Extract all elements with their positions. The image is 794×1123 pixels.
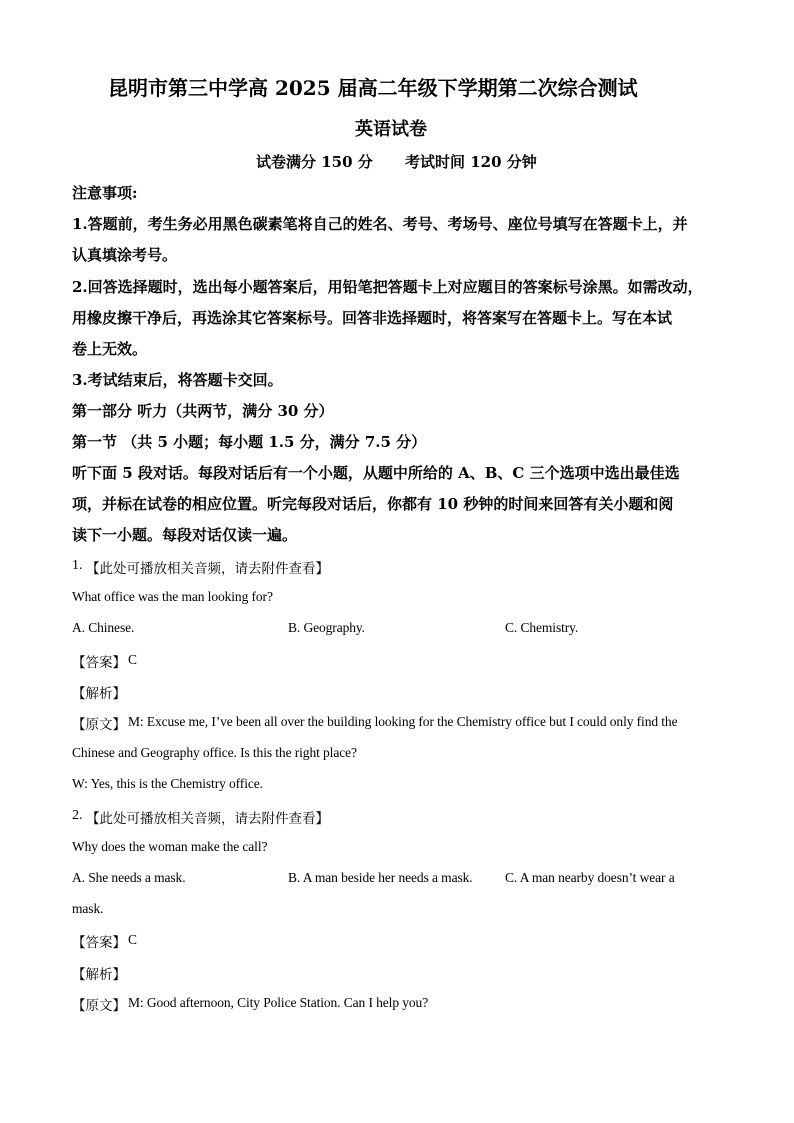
question-number: 1. xyxy=(72,558,83,573)
analysis-tag: 【解析】 xyxy=(72,967,126,983)
source-tag: 【原文】 xyxy=(72,998,126,1014)
question-text: Why does the woman make the call? xyxy=(72,839,268,854)
score-info: 试卷满分 150 分 xyxy=(256,153,373,171)
option-a: A. Chinese. xyxy=(72,620,135,635)
section1-heading: 第一节 （共 5 小题；每小题 1.5 分，满分 7.5 分） xyxy=(72,433,427,451)
answer-value: C xyxy=(128,932,137,947)
answer-value: C xyxy=(128,652,137,667)
part1-heading: 第一部分 听力（共两节，满分 30 分） xyxy=(72,402,334,420)
notice-item-2-cont: 用橡皮擦干净后，再选涂其它答案标号。回答非选择题时，将答案写在答题卡上。写在本试 xyxy=(72,309,673,327)
source-line: W: Yes, this is the Chemistry office. xyxy=(72,776,263,791)
audio-note: 【此处可播放相关音频，请去附件查看】 xyxy=(86,561,329,577)
option-c-continued: mask. xyxy=(72,901,104,916)
option-a: A. She needs a mask. xyxy=(72,870,186,885)
notice-item-1-cont: 认真填涂考号。 xyxy=(72,246,178,264)
audio-note: 【此处可播放相关音频，请去附件查看】 xyxy=(86,811,329,827)
source-tag: 【原文】 xyxy=(72,717,126,733)
notice-item-2-cont2: 卷上无效。 xyxy=(72,340,148,358)
question-number: 2. xyxy=(72,808,83,823)
answer-tag: 【答案】 xyxy=(72,935,126,951)
source-line: Chinese and Geography office. Is this the right place? xyxy=(72,745,357,760)
source-line: M: Good afternoon, City Police Station. Can I help you? xyxy=(128,995,429,1010)
notice-heading: 注意事项: xyxy=(72,184,138,202)
option-b: B. A man beside her needs a mask. xyxy=(288,870,473,885)
instruction-line-2: 项，并标在试卷的相应位置。听完每段对话后，你都有 10 秒钟的时间来回答有关小题和阅 xyxy=(72,495,674,513)
source-line: M: Excuse me, I’ve been all over the building looking for the Chemistry office but I could only find the xyxy=(128,714,678,729)
answer-tag: 【答案】 xyxy=(72,655,126,671)
option-b: B. Geography. xyxy=(288,620,365,635)
option-c: C. A man nearby doesn’t wear a xyxy=(505,870,675,885)
instruction-line-3: 读下一小题。每段对话仅读一遍。 xyxy=(72,526,298,544)
analysis-tag: 【解析】 xyxy=(72,686,126,702)
option-c: C. Chemistry. xyxy=(505,620,579,635)
notice-item-2: 2.回答选择题时，选出每小题答案后，用铅笔把答题卡上对应题目的答案标号涂黑。如需改动， xyxy=(72,278,703,296)
time-info: 考试时间 120 分钟 xyxy=(405,153,537,171)
exam-title: 昆明市第三中学高 2025 届高二年级下学期第二次综合测试 xyxy=(108,76,638,100)
instruction-line-1: 听下面 5 段对话。每段对话后有一个小题，从题中所给的 A、B、C 三个选项中选出最佳选 xyxy=(72,464,680,482)
question-text: What office was the man looking for? xyxy=(72,589,273,604)
notice-item-3: 3.考试结束后，将答题卡交回。 xyxy=(72,371,283,389)
notice-item-1: 1.答题前，考生务必用黑色碳素笔将自己的姓名、考号、考场号、座位号填写在答题卡上，并 xyxy=(72,215,688,233)
exam-subtitle: 英语试卷 xyxy=(355,119,427,140)
